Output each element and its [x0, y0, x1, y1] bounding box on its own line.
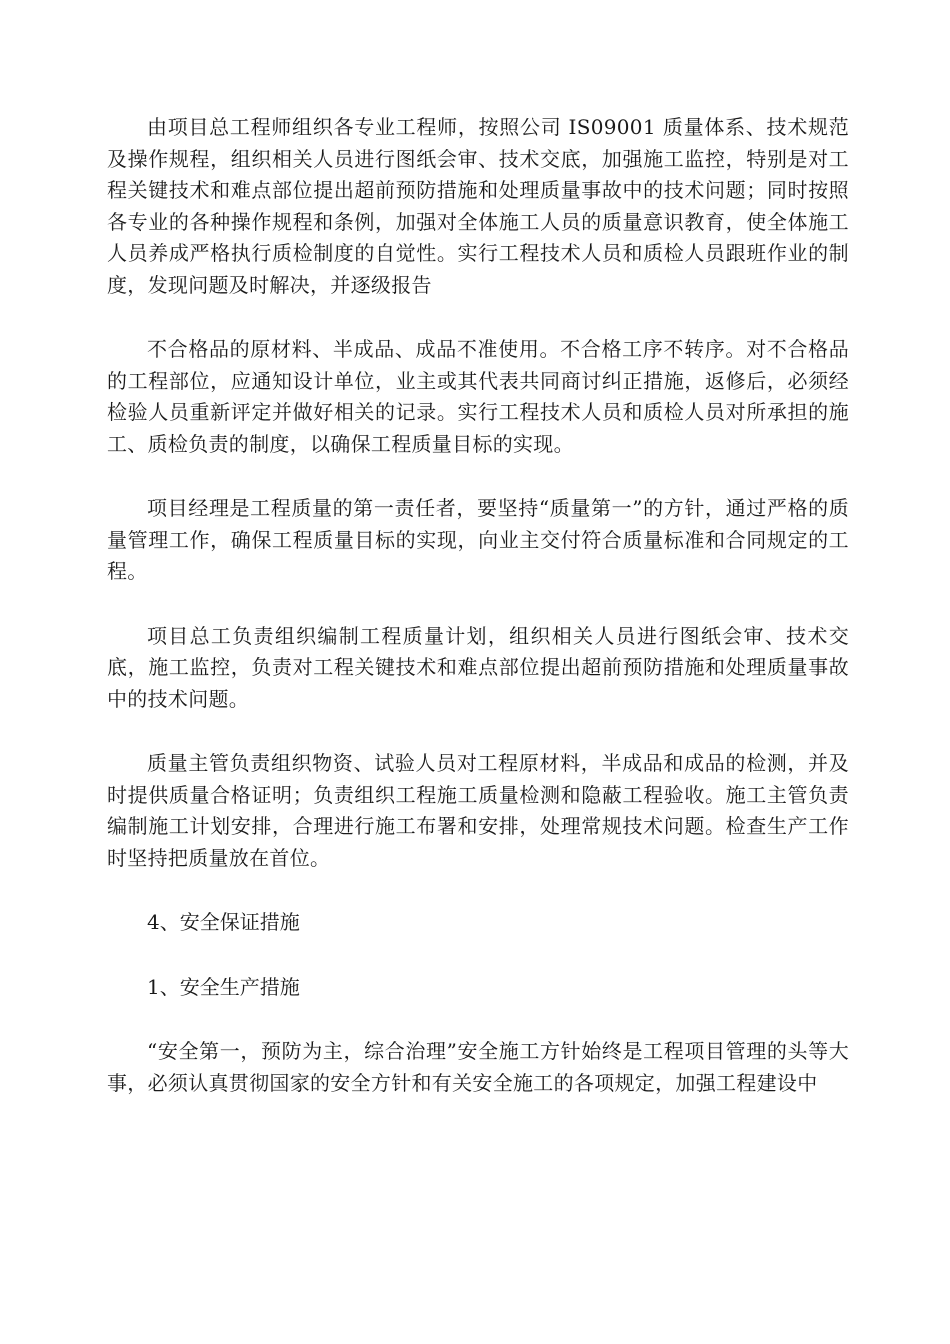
- subsection-heading: 1、安全生产措施: [147, 974, 300, 999]
- paragraph-spacer: [107, 874, 849, 907]
- paragraph-spacer: [107, 715, 849, 748]
- paragraph-quality-supervisor: 质量主管负责组织物资、试验人员对工程原材料，半成品和成品的检测，并及时提供质量合格证明；负责组织工程施工质量检测和隐蔽工程验收。施工主管负责编制施工计划安排，合理进行施工布署和安排，处理常规技术问题。检查生产工作时坚持把质量放在首位。: [107, 751, 849, 870]
- paragraph-nonconforming-items: 不合格品的原材料、半成品、成品不准使用。不合格工序不转序。对不合格品的工程部位，应通知设计单位，业主或其代表共同商讨纠正措施，返修后，必须经检验人员重新评定并做好相关的记录。实行工程技术人员和质检人员对所承担的施工、质检负责的制度，以确保工程质量目标的实现。: [107, 337, 849, 456]
- paragraph-quality-system: 由项目总工程师组织各专业工程师，按照公司 IS09001 质量体系、技术规范及操作规程，组织相关人员进行图纸会审、技术交底，加强施工监控，特别是对工程关键技术和难点部位提出超前预防措施和处理质量事故中的技术问题；同时按照各专业的各种操作规程和条例，加强对全体施工人员的质量意识教育，使全体施工人员养成严格执行质检制度的自觉性。实行工程技术人员和质检人员跟班作业的制度，发现问题及时解决，并逐级报告: [107, 115, 849, 297]
- section-heading: 4、安全保证措施: [147, 910, 300, 934]
- paragraph-spacer: [107, 301, 849, 334]
- paragraph-spacer: [107, 939, 849, 972]
- paragraph-spacer: [107, 460, 849, 493]
- paragraph-safety-policy: “安全第一，预防为主，综合治理”安全施工方针始终是工程项目管理的头等大事，必须认真贯彻国家的安全方针和有关安全施工的各项规定，加强工程建设中: [107, 1039, 849, 1095]
- paragraph-project-manager: 项目经理是工程质量的第一责任者，要坚持“质量第一”的方针，通过严格的质量管理工作，确保工程质量目标的实现，向业主交付符合质量标准和合同规定的工程。: [107, 496, 849, 583]
- paragraph-spacer: [107, 588, 849, 621]
- paragraph-chief-engineer: 项目总工负责组织编制工程质量计划，组织相关人员进行图纸会审、技术交底，施工监控，负责对工程关键技术和难点部位提出超前预防措施和处理质量事故中的技术问题。: [107, 623, 849, 711]
- document-page: [107, 112, 849, 1099]
- paragraph-spacer: [107, 1003, 849, 1036]
